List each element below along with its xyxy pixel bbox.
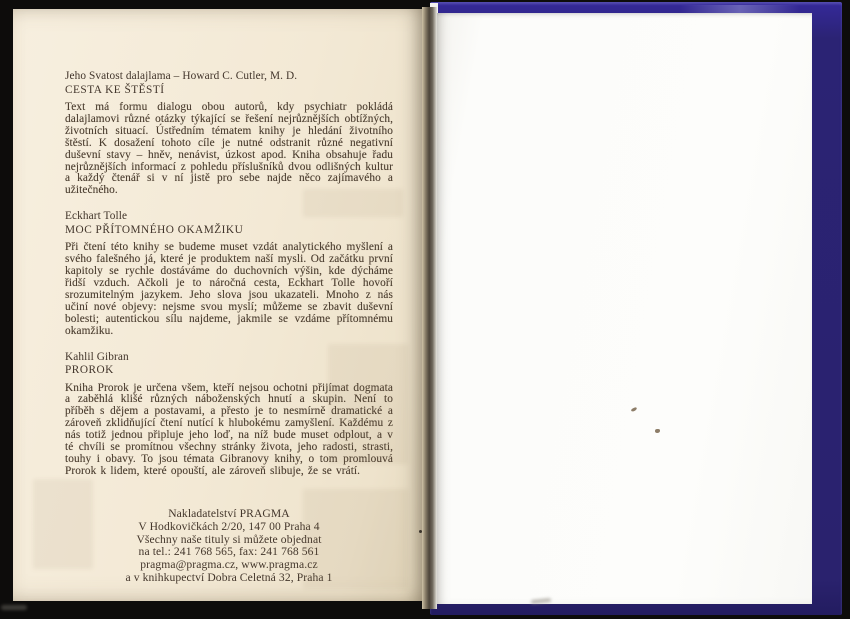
publisher-phone-fax: na tel.: 241 768 565, fax: 241 768 561 xyxy=(138,545,320,559)
book-entry xyxy=(65,210,393,337)
book-title: CESTA KE ŠTĚSTÍ xyxy=(65,83,165,96)
publisher-email-web: pragma@pragma.cz, www.pragma.cz xyxy=(140,558,318,572)
ink-bleed-artifact xyxy=(33,479,93,569)
ink-bleed-artifact xyxy=(303,489,408,589)
book-title: PROROK xyxy=(65,364,114,376)
publisher-name: Nakladatelství PRAGMA xyxy=(168,506,290,520)
book-author: Jeho Svatost dalajlama – Howard C. Cutler, M. D. xyxy=(65,70,298,82)
book-description: Text má formu dialogu obou autorů, kdy psychiatr pokládá dalajlamovi různé otázky týkající se řešení nejrůznějších obtížných, životních situací. Ústředním tématem knihy je hledání životního štěstí. K dosažení tohoto cíle je nutné odstranit různé negativní duševní stavy – hněv, nenávist, úzkost apod. Kniha obsahuje řadu nejrůznějších informací z pohledu příslušníků dvou odlišných kultur a každý čtenář si v ní jistě pro sebe najde něco zajímavého a užitečného. xyxy=(65,101,393,197)
ink-bleed-artifact xyxy=(328,344,408,464)
book-author: Kahlil Gibran xyxy=(65,350,129,363)
book-title: MOC PŘÍTOMNÉHO OKAMŽIKU xyxy=(65,223,244,236)
publisher-bookstore: a v knihkupectví Dobra Celetná 32, Praha 1 xyxy=(125,571,333,585)
publisher-address: V Hodkovičkách 2/20, 147 00 Praha 4 xyxy=(138,519,320,533)
blank-page xyxy=(437,13,812,604)
ink-bleed-artifact xyxy=(303,189,403,217)
scan-smudge xyxy=(1,605,27,610)
page-gutter xyxy=(422,7,437,609)
book-description: Kniha Prorok je určena všem, kteří nejsou ochotni přijímat dogmata a zaběhlá klišé různých náboženských hnutí a skupin. Není to příběh s dějem a postavami, a přesto je to nesmírně dramatické a zároveň zklidňující čtení nutící k hlubokému zamyšlení. Každému z nás totiž jednou připluje jeho loď, na níž bude muset odplout, a v té chvíli se promítnou všechny stránky života, jeho radosti, strasti, touhy i obavy. To jsou témata Gibranovy knihy, o tom promlouvá Prorok k lidem, které opouští, ale zároveň slibuje, že se vrátí. xyxy=(65,381,393,477)
left-page xyxy=(13,9,424,601)
cover-glare-highlight xyxy=(680,5,800,13)
book-entry xyxy=(65,70,393,197)
publisher-order-note: Všechny naše tituly si můžete objednat xyxy=(136,532,322,546)
book-author: Eckhart Tolle xyxy=(65,210,128,223)
book-description: Při čtení této knihy se budeme muset vzdát analytického myšlení a svého falešného já, které je produktem naší mysli. Od začátku první kapitoly se rychle dostáváme do duchovních výšin, kde dýcháme řidší vzduch. Ačkoli je to náročná cesta, Eckhart Tolle hovoří srozumitelným jazykem. Jeho slova jsou ukazateli. Mnoho z nás učiní nové objevy: nejsme svou myslí; můžeme se zbavit duševní bolesti; autentickou sílu najdeme, jakmile se vzdáme přítomnému okamžiku. xyxy=(65,241,393,337)
